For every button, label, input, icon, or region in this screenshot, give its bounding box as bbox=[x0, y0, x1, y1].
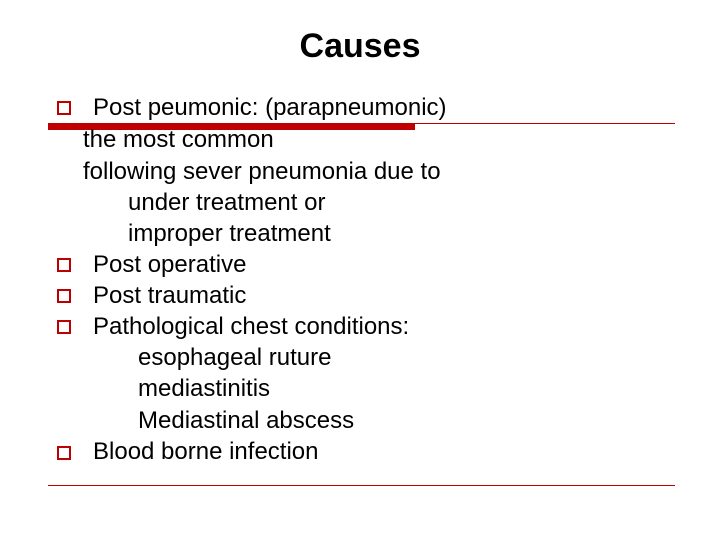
bullet-item-3-label: Post traumatic bbox=[93, 282, 247, 309]
slide-title: Causes bbox=[299, 27, 421, 65]
bullet-item-2-label: Post operative bbox=[93, 251, 247, 278]
bullet-item-1-subline-1: the most common bbox=[83, 126, 274, 153]
bullet-item-4-subline-1: esophageal ruture bbox=[138, 344, 332, 371]
bullet-item-1-subline-2: following sever pneumonia due to bbox=[83, 158, 441, 185]
hollow-square-bullet-icon bbox=[57, 101, 71, 115]
bullet-item-4-subline-2: mediastinitis bbox=[138, 375, 271, 402]
hollow-square-bullet-icon bbox=[57, 446, 71, 460]
bullet-item-1-subline-4: improper treatment bbox=[128, 220, 331, 247]
hollow-square-bullet-icon bbox=[57, 289, 71, 303]
bullet-item-1-label: Post peumonic: (parapneumonic) bbox=[93, 94, 447, 121]
bullet-item-4-label: Pathological chest conditions: bbox=[93, 313, 410, 340]
bullet-item-5-label: Blood borne infection bbox=[93, 438, 319, 465]
footer-rule bbox=[48, 485, 675, 486]
bullet-item-4-subline-3: Mediastinal abscess bbox=[138, 407, 355, 434]
bullet-item-1-subline-3: under treatment or bbox=[128, 189, 326, 216]
hollow-square-bullet-icon bbox=[57, 258, 71, 272]
hollow-square-bullet-icon bbox=[57, 320, 71, 334]
